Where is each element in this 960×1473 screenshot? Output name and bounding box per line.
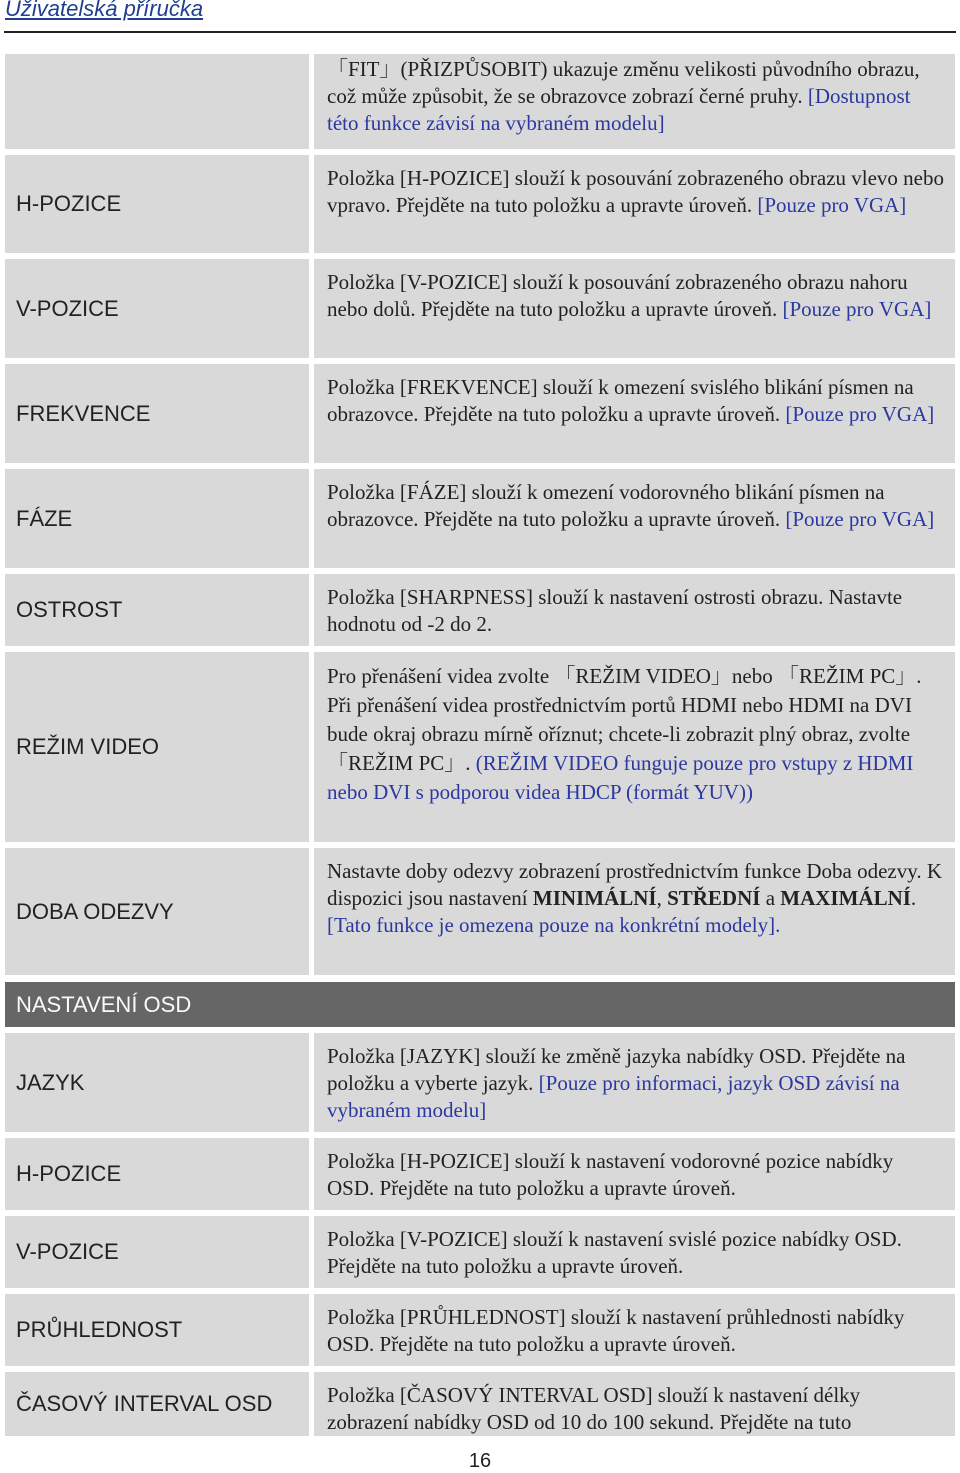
- desc-text: Pro přenášení videa zvolte 「REŽIM VIDEO」nebo 「REŽIM PC」. Při přenášení videa prostřednictvím portů HDMI nebo HDMI na DVI bude okraj obrazu mírně oříznut; chcete-li zobrazit plný obraz, zvolte 「REŽIM PC」.: [327, 664, 922, 775]
- option-max: MAXIMÁLNÍ: [780, 886, 911, 910]
- desc-note: (REŽIM VIDEO funguje pouze pro vstupy z HDMI nebo DVI s podporou videa HDCP (formát YUV)): [327, 751, 914, 804]
- desc-text: Položka [ČASOVÝ INTERVAL OSD] slouží k nastavení délky zobrazení nabídky OSD od 10 do 100 sekund. Přejděte na tuto: [327, 1383, 861, 1434]
- row-label-h-pozice: H-POZICE: [5, 155, 309, 253]
- header-rule: [4, 31, 956, 33]
- separator: .: [910, 886, 917, 910]
- row-desc-rezim-video: [314, 652, 955, 842]
- row-label-jazyk: JAZYK: [5, 1033, 309, 1132]
- row-desc-osd-v-pozice: [314, 1216, 955, 1288]
- desc-text: Položka [H-POZICE] slouží k posouvání zobrazeného obrazu vlevo nebo vpravo. Přejděte na tuto položku a upravte úroveň.: [327, 166, 944, 217]
- row-desc-fit: [314, 54, 955, 149]
- row-label-rezim-video: REŽIM VIDEO: [5, 652, 309, 842]
- section-header-osd: NASTAVENÍ OSD: [5, 982, 955, 1027]
- row-label-doba-odezvy: DOBA ODEZVY: [5, 848, 309, 975]
- row-desc-faze: [314, 469, 955, 568]
- row-desc-v-pozice: [314, 259, 955, 358]
- row-label-frekvence: FREKVENCE: [5, 364, 309, 463]
- desc-text: Nastavte doby odezvy zobrazení prostřednictvím funkce Doba odezvy. K dispozici jsou nastavení: [327, 859, 943, 910]
- desc-note: [Pouze pro VGA]: [757, 193, 907, 217]
- option-mid: STŘEDNÍ: [667, 886, 761, 910]
- desc-text: Položka [H-POZICE] slouží k nastavení vodorovné pozice nabídky OSD. Přejděte na tuto položku a upravte úroveň.: [327, 1149, 894, 1200]
- row-desc-doba-odezvy: [314, 848, 955, 975]
- desc-text: Položka [V-POZICE] slouží k posouvání zobrazeného obrazu nahoru nebo dolů. Přejděte na tuto položku a upravte úroveň.: [327, 270, 908, 321]
- desc-note: [Pouze pro informaci, jazyk OSD závisí na vybraném modelu]: [327, 1071, 900, 1122]
- desc-text: Položka [SHARPNESS] slouží k nastavení ostrosti obrazu. Nastavte hodnotu od -2 do 2.: [327, 585, 903, 636]
- desc-text: Položka [FREKVENCE] slouží k omezení svislého blikání písmen na obrazovce. Přejděte na tuto položku a upravte úroveň.: [327, 375, 914, 426]
- row-desc-jazyk: [314, 1033, 955, 1132]
- desc-text: Položka [PRŮHLEDNOST] slouží k nastavení průhlednosti nabídky OSD. Přejděte na tuto položku a upravte úroveň.: [327, 1305, 905, 1356]
- desc-text: Položka [FÁZE] slouží k omezení vodorovného blikání písmen na obrazovce. Přejděte na tuto položku a upravte úroveň.: [327, 480, 885, 531]
- row-desc-osd-h-pozice: [314, 1138, 955, 1210]
- separator: ,: [656, 886, 662, 910]
- desc-note: [Dostupnost této funkce závisí na vybraném modelu]: [327, 84, 911, 135]
- row-desc-frekvence: [314, 364, 955, 463]
- page-number: 16: [468, 1450, 492, 1472]
- row-label-osd-v-pozice: V-POZICE: [5, 1216, 309, 1288]
- desc-note: [Pouze pro VGA]: [785, 402, 935, 426]
- row-desc-casovy-interval: [314, 1372, 955, 1436]
- row-label-v-pozice: V-POZICE: [5, 259, 309, 358]
- row-desc-h-pozice: [314, 155, 955, 253]
- row-desc-ostrost: [314, 574, 955, 646]
- desc-note: [Pouze pro VGA]: [785, 507, 935, 531]
- row-label-ostrost: OSTROST: [5, 574, 309, 646]
- row-desc-pruhlednost: [314, 1294, 955, 1366]
- separator: a: [765, 886, 776, 910]
- row-label-pruhlednost: PRŮHLEDNOST: [5, 1294, 309, 1366]
- option-min: MINIMÁLNÍ: [532, 886, 657, 910]
- row-label-fit: [5, 54, 309, 149]
- row-label-faze: FÁZE: [5, 469, 309, 568]
- desc-text: 「FIT」(PŘIZPŮSOBIT) ukazuje změnu velikosti původního obrazu, což může způsobit, že se obrazovce zobrazí černé pruhy.: [327, 57, 920, 108]
- desc-text: Položka [V-POZICE] slouží k nastavení svislé pozice nabídky OSD. Přejděte na tuto položku a upravte úroveň.: [327, 1227, 902, 1278]
- desc-note: [Pouze pro VGA]: [782, 297, 932, 321]
- row-label-casovy-interval: ČASOVÝ INTERVAL OSD: [5, 1372, 309, 1436]
- desc-note: [Tato funkce je omezena pouze na konkrétní modely].: [327, 913, 781, 937]
- page-header-title: Uživatelská příručka: [5, 0, 204, 21]
- row-label-osd-h-pozice: H-POZICE: [5, 1138, 309, 1210]
- desc-text: Položka [JAZYK] slouží ke změně jazyka nabídky OSD. Přejděte na položku a vyberte jazyk.: [327, 1044, 906, 1095]
